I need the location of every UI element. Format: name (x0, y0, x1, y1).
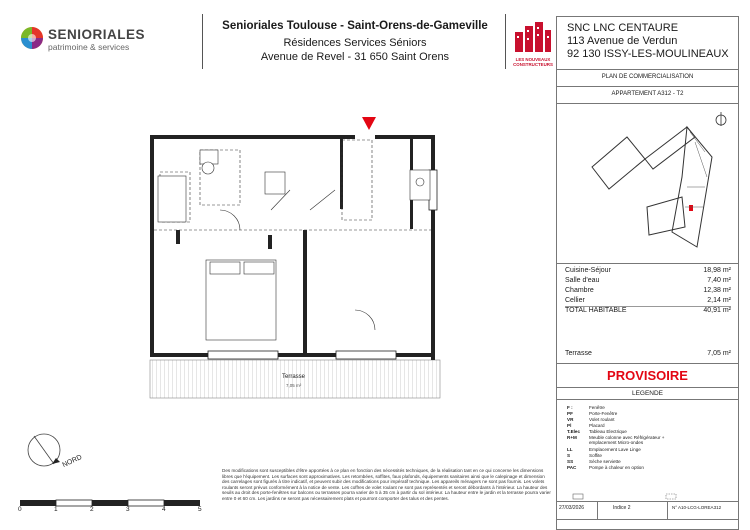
seniorales-logo (20, 26, 150, 56)
project-title: Senioriales Toulouse - Saint-Orens-de-Gameville (222, 20, 488, 32)
floor-plan (140, 110, 550, 405)
scale-tick: 4 (162, 506, 166, 513)
area-row-0: Cuisine-Séjour 18,98 m² (565, 267, 731, 274)
terrace-label: Terrasse (282, 374, 306, 380)
building-icon (511, 22, 555, 52)
company-city: 92 130 ISSY-LES-MOULINEAUX (567, 48, 729, 60)
legend-item: S Soffite (567, 453, 602, 458)
terrace-row: Terrasse 7,05 m² (565, 350, 731, 357)
builder-logo-text: LES NOUVEAUX CONSTRUCTEURS (513, 57, 553, 67)
scale-tick: 2 (90, 506, 94, 513)
compass-rose (22, 428, 82, 473)
logo-tagline: patrimoine & services (48, 42, 130, 52)
scale-tick: 1 (54, 506, 58, 513)
key-plan (587, 117, 737, 257)
disclaimer-text: Des modifications sont susceptibles d'être apportées à ce plan en fonction des nécessités techniques, de la réalisation tant en ce qui concerne les dimensions libres que l'équipement. Les surfaces sont approximatives. Les retombées, soffites, faux plafonds, équipements sanitaires ainsi que le calepinage et dimension des carrelages sont figurés à titre indicatif, et peuvent subir des modifications pour impératif technique. Les appareils ménagers ne sont pas fournis. Les volets roulants seront prévus conformément à la notice de vente. Les coffres de volet roulant ne sont pas représentés et seront débordants à l'intérieur. La hauteur des seuils au droit des porte-fenêtres sur balcons ou terrasses pourra varier de 5 à 35 cm à partir du sol intérieur. La hauteur entre le jardin et la terrasse pourra varier entre 0 et 60 cm. Les jardins ne seront pas nécessairement plats et pourront comporter des talus et des pentes. (222, 468, 551, 501)
status-badge: PROVISOIRE (607, 368, 688, 383)
terrace-area: 7,05 m² (286, 383, 302, 388)
compass-label: NORD (61, 453, 84, 470)
legend-title: LEGENDE (631, 390, 664, 397)
info-panel (556, 16, 739, 530)
area-row-1: Salle d'eau 7,40 m² (565, 277, 731, 284)
legend-item: T.Elec Tableau Electrique (567, 429, 627, 434)
scale-tick: 3 (126, 506, 130, 513)
legend-symbols (571, 489, 731, 499)
doc-ref: N° A10-LCG-LOREA312 (672, 505, 722, 510)
doc-date: 27/03/2026 (559, 505, 585, 511)
entrance-marker-icon (362, 117, 376, 130)
area-row-3: Cellier 2,14 m² (565, 297, 731, 304)
doc-index: Indice 2 (613, 505, 631, 511)
legend-item: VR Volet roulant (567, 417, 615, 422)
legend-item: PF Porte-Fenêtre (567, 411, 618, 416)
logo-brand: SENIORIALES (48, 27, 146, 42)
scale-tick: 5 (198, 506, 202, 513)
scale-bar (20, 494, 205, 502)
legend-item: LL Emplacement Lave Linge (567, 447, 641, 452)
plan-type: PLAN DE COMMERCIALISATION (601, 74, 694, 80)
apartment-label: APPARTEMENT A312 - T2 (611, 91, 684, 97)
project-subtitle: Résidences Services Séniors (283, 37, 427, 49)
total-row: TOTAL HABITABLE 40,91 m² (565, 307, 731, 314)
builder-logo (511, 22, 555, 67)
company-name: SNC LNC CENTAURE (567, 22, 679, 34)
company-street: 113 Avenue de Verdun (567, 35, 678, 47)
legend-item: PAC Pompe à chaleur en option (567, 465, 644, 470)
legend-item: SS Sèche serviette (567, 459, 621, 464)
project-address: Avenue de Revel - 31 650 Saint Orens (260, 51, 450, 63)
legend-item: R+M Meuble colonne avec Réfrigérateur + emplacement Micro-ondes (567, 435, 665, 445)
legend-item: F : Fenêtre (567, 405, 605, 410)
legend-item: Pl Placard (567, 423, 605, 428)
scale-tick: 0 (18, 506, 22, 513)
area-row-2: Chambre 12,38 m² (565, 287, 731, 294)
logo-mark-icon (20, 26, 44, 50)
